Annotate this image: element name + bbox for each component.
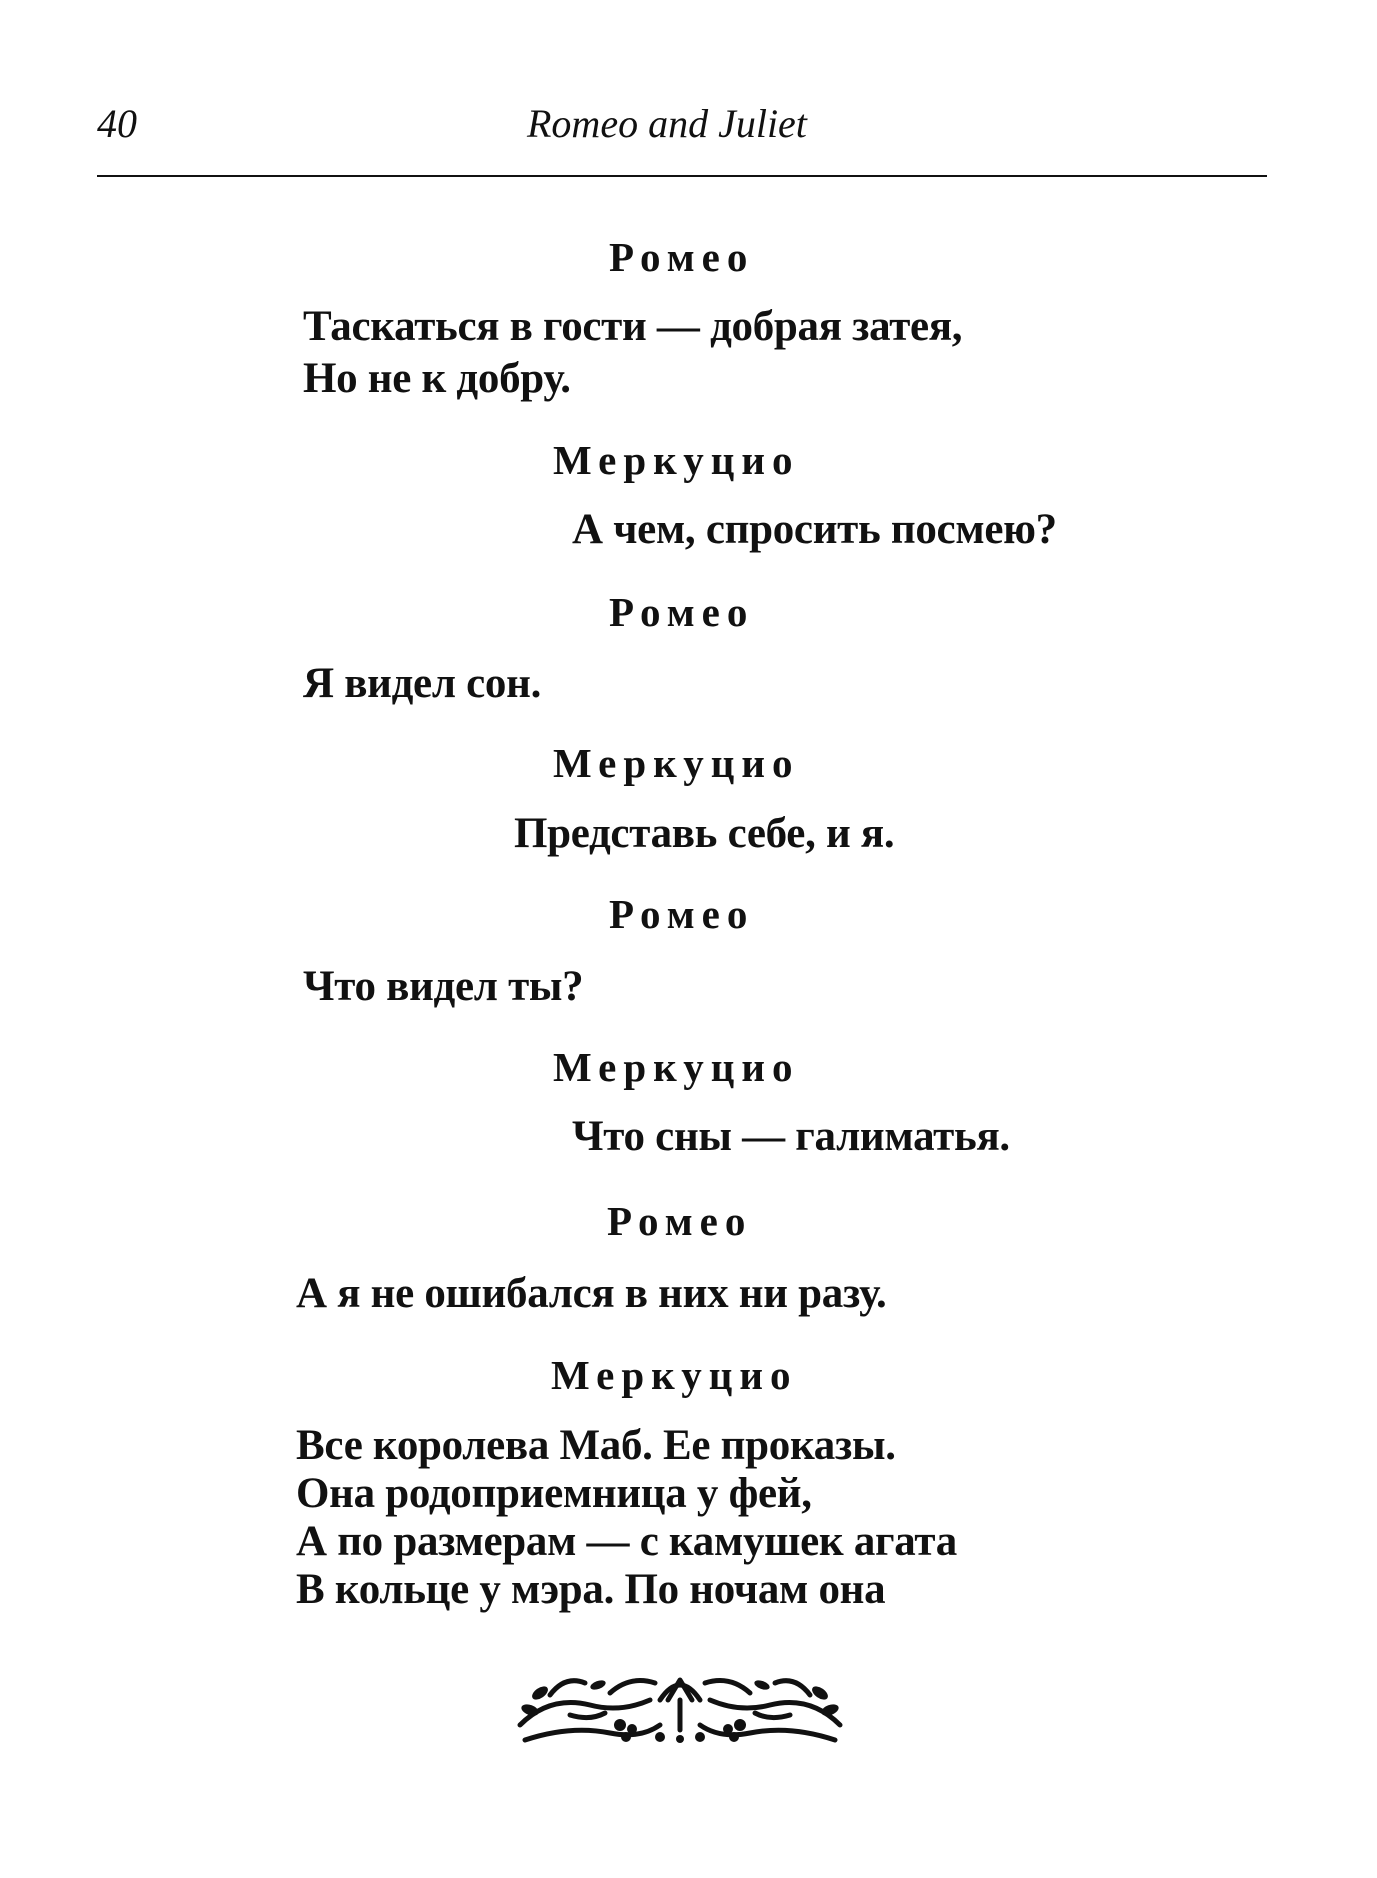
verse-line: Представь себе, и я. bbox=[514, 810, 895, 857]
speaker-name: Меркуцио bbox=[553, 437, 800, 483]
speaker-name: Ромео bbox=[607, 1198, 753, 1244]
speaker-name: Ромео bbox=[609, 234, 755, 280]
speaker-name: Меркуцио bbox=[553, 740, 800, 786]
verse-line: В кольце у мэра. По ночам она bbox=[296, 1566, 886, 1613]
verse-line: Она родоприемница у фей, bbox=[296, 1470, 812, 1517]
speaker-name: Ромео bbox=[609, 589, 755, 635]
floral-tailpiece-icon bbox=[510, 1655, 850, 1755]
verse-line: Я видел сон. bbox=[303, 660, 542, 707]
speaker-name: Ромео bbox=[609, 891, 755, 937]
verse-line: Таскаться в гости — добрая затея, bbox=[303, 303, 963, 350]
running-title: Romeo and Juliet bbox=[527, 101, 807, 146]
verse-line: Что видел ты? bbox=[303, 963, 584, 1010]
header-rule bbox=[97, 175, 1267, 177]
verse-line: А чем, спросить посмею? bbox=[572, 506, 1057, 553]
verse-line: Но не к добру. bbox=[303, 355, 571, 402]
speaker-name: Меркуцио bbox=[553, 1044, 800, 1090]
verse-line: Все королева Маб. Ее проказы. bbox=[296, 1422, 896, 1469]
verse-line: А по размерам — с камушек агата bbox=[296, 1518, 957, 1565]
verse-line: Что сны — галиматья. bbox=[572, 1113, 1010, 1160]
page-number: 40 bbox=[97, 101, 137, 146]
verse-line: А я не ошибался в них ни разу. bbox=[296, 1270, 887, 1317]
speaker-name: Меркуцио bbox=[551, 1352, 798, 1398]
